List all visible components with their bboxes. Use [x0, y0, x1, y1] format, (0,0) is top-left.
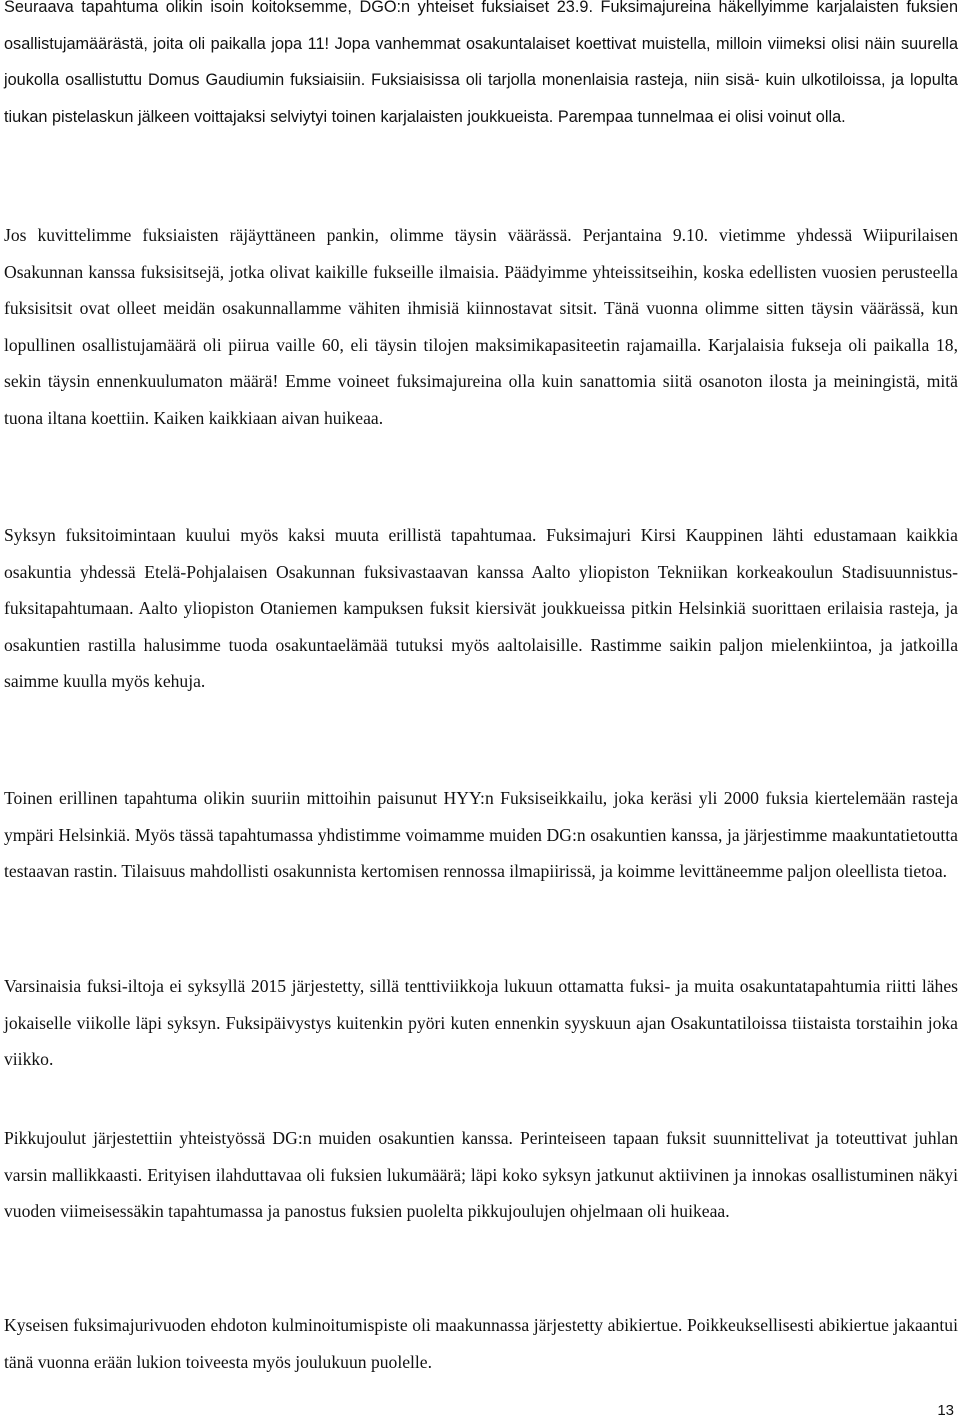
paragraph-fuksiseikkailu: Toinen erillinen tapahtuma olikin suuriin mittoihin paisunut HYY:n Fuksiseikkailu, joka keräsi yli 2000 fuksia kiertelemään rasteja ympäri Helsinkiä. Myös tässä tapahtumassa yhdistimme voimamme muiden DG:n osakuntien kanssa, ja järjestimme maakuntatietoutta testaavan rastin. Tilaisuus mahdollisti osakunnista kertomisen rennossa ilmapiirissä, ja koimme levittäneemme paljon oleellista tietoa.	[4, 788, 958, 881]
paragraph-abikiertue: Kyseisen fuksimajurivuoden ehdoton kulminoitumispiste oli maakunnassa järjestetty abikiertue. Poikkeuksellisesti abikiertue jakaantui tänä vuonna erään lukion toiveesta myös joulukuun puolelle.	[4, 1315, 958, 1372]
paragraph-fuksisitsit: Jos kuvittelimme fuksiaisten räjäyttäneen pankin, olimme täysin väärässä. Perjantaina 9.10. vietimme yhdessä Wiipurilaisen Osakunnan kanssa fuksisitsejä, jotka olivat kaikille fukseille ilmaisia. Päädyimme yhteissitseihin, koska edellisten vuosien perusteella fuksisitsit ovat olleet meidän osakunnallamme vähiten ihmisiä kiinnostavat sitsit. Tänä vuonna olimme sitten täysin väärässä, kun lopullinen osallistujamäärä oli piirua vaille 60, eli täysin tilojen maksimikapasiteetin rajamailla. Karjalaisia fukseja oli paikalla 18, sekin täysin ennenkuulumaton määrä! Emme voineet fuksimajureina olla kuin sanattomia siitä osanoton ilosta ja meiningistä, mitä tuona iltana koettiin. Kaiken kaikkiaan aivan huikeaa.	[4, 225, 958, 428]
page-number: 13	[937, 1402, 954, 1419]
paragraph-stadisuunnistus: Syksyn fuksitoimintaan kuului myös kaksi muuta erillistä tapahtumaa. Fuksimajuri Kirsi Kauppinen lähti edustamaan kaikkia osakuntia yhdessä Etelä-Pohjalaisen Osakunnan fuksivastaavan kanssa Aalto yliopiston Tekniikan korkeakoulun Stadisuunnistus-fuksitapahtumaan. Aalto yliopiston Otaniemen kampuksen fuksit kiersivät joukkueissa pitkin Helsinkiä suorittaen erilaisia rasteja, ja osakuntien rastilla halusimme tuoda osakuntaelämää tutuksi myös aaltolaisille. Rastimme saikin paljon mielenkiintoa, ja jatkoilla saimme kuulla myös kehuja.	[4, 525, 958, 691]
paragraph-fuksi-illat: Varsinaisia fuksi-iltoja ei syksyllä 2015 järjestetty, sillä tenttiviikkoja lukuun ottamatta fuksi- ja muita osakuntatapahtumia riitti lähes jokaiselle viikolle läpi syksyn. Fuksipäivystys kuitenkin pyöri kuten ennenkin syyskuun ajan Osakuntatiloissa tiistaista torstaihin joka viikko.	[4, 976, 958, 1069]
paragraph-dgo-fuksiaiset: Seuraava tapahtuma olikin isoin koitoksemme, DGO:n yhteiset fuksiaiset 23.9. Fuksimajureina häkellyimme karjalaisten fuksien osallistujamäärästä, joita oli paikalla jopa 11! Jopa vanhemmat osakuntalaiset koettivat muistella, milloin viimeksi olisi näin suurella joukolla osallistuttu Domus Gaudiumin fuksiaisiin. Fuksiaisissa oli tarjolla monenlaisia rasteja, niin sisä- kuin ulkotiloissa, ja lopulta tiukan pistelaskun jälkeen voittajaksi selviytyi toinen karjalaisten joukkueista. Parempaa tunnelmaa ei olisi voinut olla.	[4, 0, 958, 126]
paragraph-pikkujoulut: Pikkujoulut järjestettiin yhteistyössä DG:n muiden osakuntien kanssa. Perinteiseen tapaan fuksit suunnittelivat ja toteuttivat juhlan varsin mallikkaasti. Erityisen ilahduttavaa oli fuksien lukumäärä; läpi koko syksyn jatkunut aktiivinen ja innokas osallistuminen näkyi vuoden viimeisessäkin tapahtumassa ja panostus fuksien puolelta pikkujoulujen ohjelmaan oli huikeaa.	[4, 1128, 958, 1221]
